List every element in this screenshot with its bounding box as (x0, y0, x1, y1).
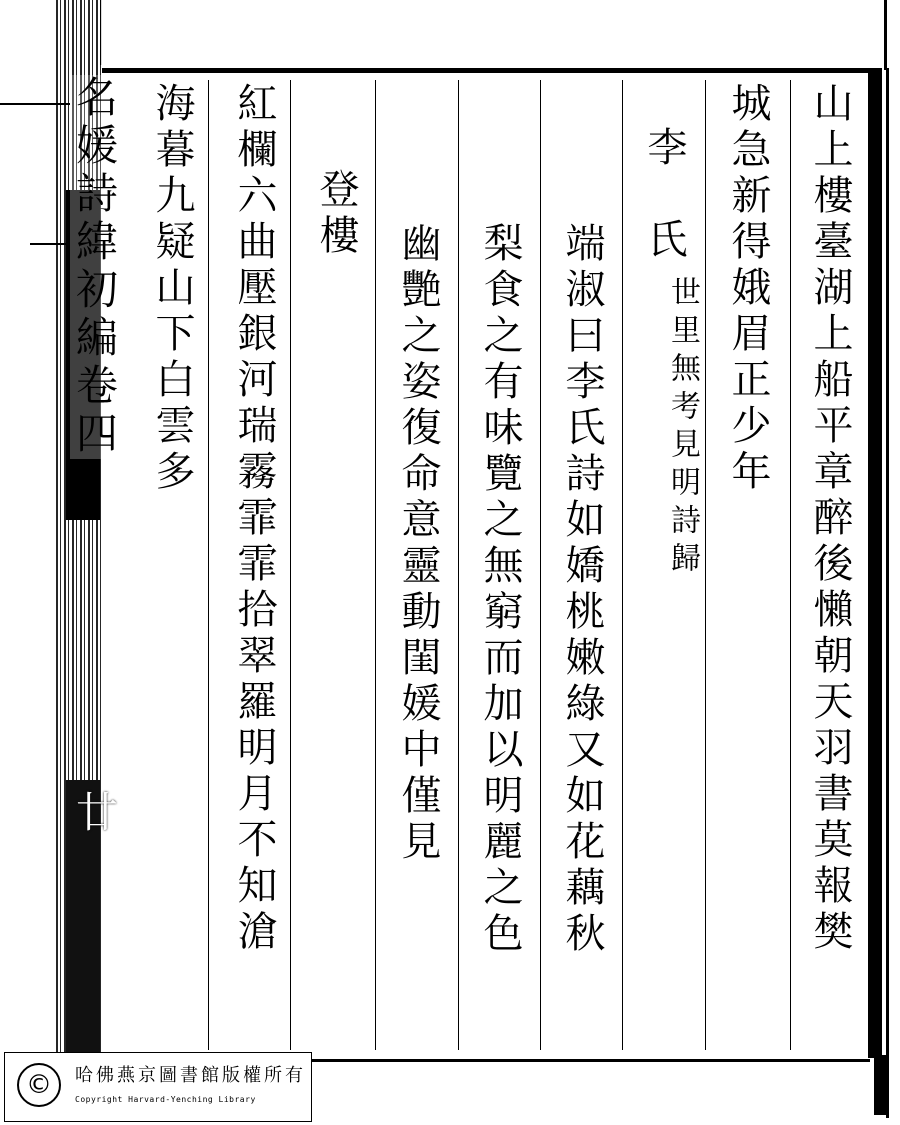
page-edge-line (884, 0, 887, 70)
scan-artifact-line (30, 243, 70, 245)
column-rule (208, 80, 209, 1050)
copyright-stamp (4, 1052, 312, 1122)
text-column-4: 端淑曰李氏詩如嬌桃嫩綠又如花藕秋 (559, 222, 605, 958)
scan-artifact-line (0, 103, 70, 105)
author-name: 李 氏 (641, 126, 687, 264)
spine-volume: 卷四 (70, 363, 119, 459)
column-rule (375, 80, 376, 1050)
column-rule (705, 80, 706, 1050)
poem-line-1: 紅欄六曲壓銀河瑞霧霏霏拾翠羅明月不知滄 (231, 82, 277, 956)
spine-page-number: 廿 (70, 790, 119, 840)
column-rule (458, 80, 459, 1050)
text-column-2: 城急新得娥眉正少年 (725, 82, 771, 496)
column-rule (622, 80, 623, 1050)
author-note: 世里無考見明詩歸 (665, 276, 700, 580)
column-rule (790, 80, 791, 1050)
text-column-1: 山上樓臺湖上船平章醉後懶朝天羽書莫報樊 (807, 82, 853, 956)
spine-book-title: 名媛詩緯初編 (70, 75, 119, 363)
column-rule (290, 80, 291, 1050)
copyright-icon: © (17, 1063, 61, 1107)
frame-border-tail (874, 1055, 886, 1115)
frame-border-outer (886, 68, 889, 1118)
text-column-5: 梨食之有味覽之無窮而加以明麗之色 (477, 222, 523, 958)
poem-title: 登樓 (313, 168, 359, 260)
copyright-english: Copyright Harvard-Yenching Library (75, 1095, 256, 1104)
column-rule (540, 80, 541, 1050)
copyright-chinese: 哈佛燕京圖書館版權所有 (75, 1065, 306, 1086)
frame-border-right (868, 68, 882, 1058)
poem-line-2: 海暮九疑山下白雲多 (149, 82, 195, 496)
text-column-6: 幽艷之姿復命意靈動閨媛中僅見 (395, 222, 441, 866)
